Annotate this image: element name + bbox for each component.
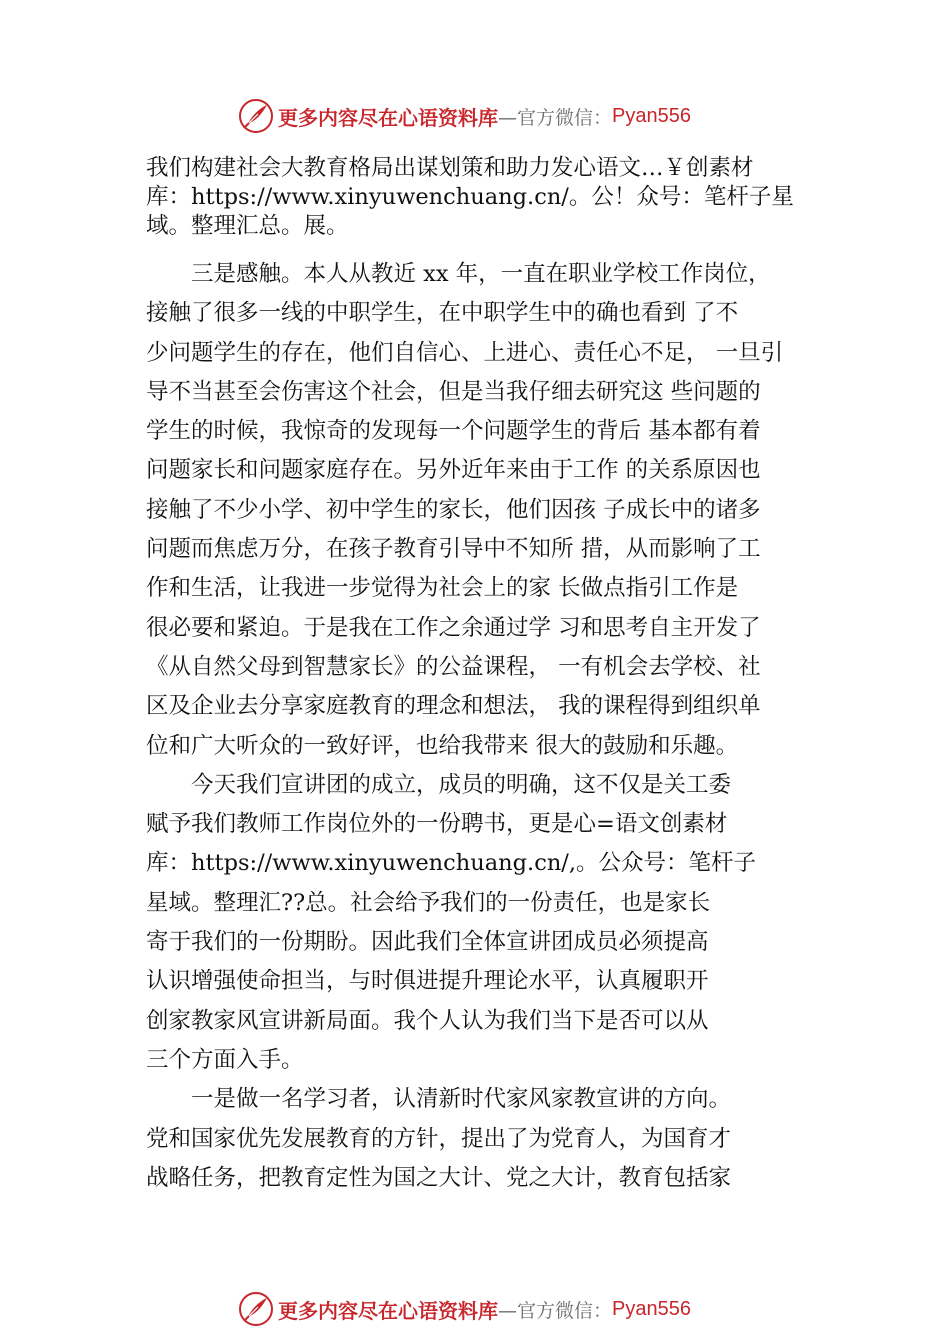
text-line: 学生的时候，我惊奇的发现每一个问题学生的背后 基本都有着 [146, 418, 761, 445]
text-line: 导不当甚至会伤害这个社会，但是当我仔细去研究这 些问题的 [146, 378, 761, 405]
text-line: 战略任务，把教育定性为国之大计、党之大计，教育包括家 [146, 1164, 732, 1191]
text-line: 赋予我们教师工作岗位外的一份聘书，更是心=语文创素材 [146, 811, 728, 838]
text-line: 一是做一名学习者，认清新时代家风家教宣讲的方向。 [146, 1086, 732, 1113]
text-line: 《从自然父母到智慧家长》的公益课程， 一有机会去学校、社 [146, 653, 761, 680]
text-line: 问题家长和问题家庭存在。另外近年来由于工作 的关系原因也 [146, 457, 761, 484]
text-line: 作和生活，让我进一步觉得为社会上的家 长做点指引工作是 [146, 575, 739, 602]
document-body [146, 154, 846, 1198]
text-line: 很必要和紧迫。于是我在工作之余通过学 习和思考自主开发了 [146, 614, 761, 641]
banner-wechat-label: —官方微信： [498, 1299, 613, 1322]
footer-banner [238, 1289, 798, 1329]
banner-wechat-id: Pyan556 [612, 104, 691, 127]
text-line: 少问题学生的存在，他们自信心、上进心、责任心不足， 一旦引 [146, 339, 784, 366]
banner-wechat-label: —官方微信： [498, 106, 613, 129]
feather-pen-logo-icon [238, 98, 274, 134]
text-line: 位和广大听众的一致好评，也给我带来 很大的鼓励和乐趣。 [146, 732, 739, 759]
header-banner [238, 96, 798, 136]
text-line: 库：https://www.xinyuwenchuang.cn/,。公众号：笔杆子 [146, 850, 757, 877]
text-line: 接触了不少小学、初中学生的家长，他们因孩 子成长中的诸多 [146, 496, 761, 523]
text-line: 三个方面入手。 [146, 1046, 304, 1073]
text-line: 三是感触。本人从教近 xx 年，一直在职业学校工作岗位， [146, 261, 771, 287]
text-line: 接触了很多一线的中职学生，在中职学生中的确也看到 了不 [146, 300, 739, 327]
text-line: 区及企业去分享家庭教育的理念和想法， 我的课程得到组织单 [146, 693, 761, 720]
text-line: 库：https://www.xinyuwenchuang.cn/。公！众号：笔杆子星 [146, 184, 794, 210]
banner-title: 更多内容尽在心语资料库 [278, 1298, 498, 1323]
text-line: 创家教家风宣讲新局面。我个人认为我们当下是否可以从 [146, 1007, 709, 1034]
banner-title: 更多内容尽在心语资料库 [278, 105, 498, 130]
feather-pen-logo-icon [238, 1291, 274, 1327]
text-line: 域。整理汇总。展。 [146, 213, 349, 239]
text-line: 我们构建社会大教育格局出谋划策和助力发心语文…￥创素材 [146, 155, 754, 181]
text-line: 今天我们宣讲团的成立，成员的明确，这不仅是关工委 [146, 771, 732, 798]
text-line: 认识增强使命担当，与时俱进提升理论水平，认真履职开 [146, 968, 709, 995]
banner-wechat-id: Pyan556 [612, 1297, 691, 1320]
text-line: 问题而焦虑万分，在孩子教育引导中不知所 措，从而影响了工 [146, 536, 761, 563]
text-line: 党和国家优先发展教育的方针，提出了为党育人，为国育才 [146, 1125, 732, 1152]
text-line: 寄于我们的一份期盼。因此我们全体宣讲团成员必须提高 [146, 929, 709, 956]
text-line: 星域。整理汇??总。社会给予我们的一份责任，也是家长 [146, 889, 711, 916]
